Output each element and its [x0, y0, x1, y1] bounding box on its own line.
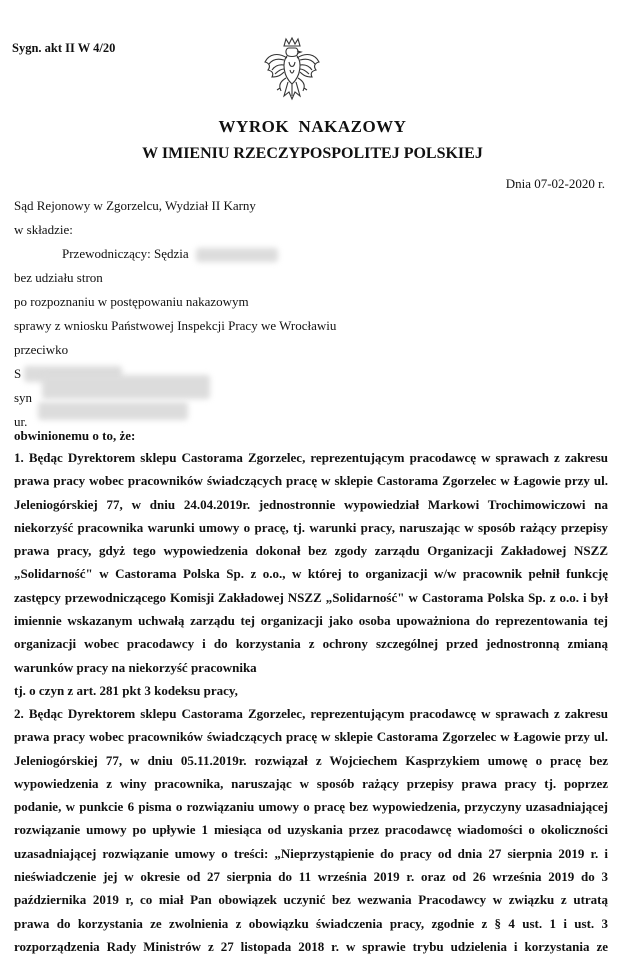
charge-2-line: rozwiązanie umowy po upływie 1 miesiąca od uzyskania przez pracodawcę wiadomości o okoliczności: [14, 822, 608, 838]
composition-label: w składzie:: [14, 222, 73, 237]
son-of-label: syn: [14, 390, 33, 405]
no-parties-note: bez udziału stron: [14, 270, 103, 285]
case-description: sprawy z wniosku Państwowej Inspekcji Pracy we Wrocławiu: [14, 318, 337, 333]
charge-1-line: prawa pracy wobec pracowników świadczących pracę w sklepie Castorama Zgorzelec w Łagowie przy ul.: [14, 473, 608, 489]
charge-1-line: „Solidarność" w Castorama Polska Sp. z o.o., w której to organizacji w/w pracownik pełnił funkcję: [14, 566, 608, 582]
accused-name-initial: S: [14, 366, 22, 381]
proceedings-note: po rozpoznaniu w postępowaniu nakazowym: [14, 294, 249, 309]
charge-1-line: zastępcy przewodniczącego Komisji Zakładowej NSZZ „Solidarność" w Castorama Polska Sp. z o.o. i był: [14, 589, 608, 605]
charge-1-line: 1. Będąc Dyrektorem sklepu Castorama Zgorzelec, reprezentującym pracodawcę w sprawach z zakresu: [14, 450, 608, 465]
charge-1-line: prawa pracy, gdyż tego wypowiedzenia dokonał bez zgody zarządu Organizacji Zakładowej NSZZ: [14, 543, 608, 559]
charge-2-line: Jeleniogórskiej 77, w dniu 05.11.2019r. rozwiązał z Wojciechem Kasprzykiem umowę o pracę bez: [14, 752, 608, 768]
charge-1-line: niekorzyść pracownika warunki umowy o pracę, tj. warunki pracy, naruszając w sposób rażący przepisy: [14, 519, 608, 535]
charge-2: [14, 702, 608, 958]
document-subtitle: W IMIENIU RZECZYPOSPOLITEJ POLSKIEJ: [142, 145, 483, 162]
against-label: przeciwko: [14, 342, 69, 357]
charge-2-line: października 2019 r, co miał Pan obowiązek uczynić bez wezwania Pracodawcy w związku z utratą: [14, 892, 608, 908]
charge-1-article: tj. o czyn z art. 281 pkt 3 kodeksu pracy,: [14, 682, 238, 698]
redacted-father-name: [42, 375, 210, 399]
charge-1: [14, 446, 608, 702]
court-name: Sąd Rejonowy w Zgorzelcu, Wydział II Karny: [14, 198, 256, 213]
polish-eagle-emblem-icon: [262, 36, 322, 102]
case-signature: Sygn. akt II W 4/20: [12, 41, 116, 55]
document-date: Dnia 07-02-2020 r.: [505, 176, 605, 191]
chair-judge: Przewodniczący: Sędzia: [62, 246, 189, 261]
charge-1-line: Jeleniogórskiej 77, w dniu 24.04.2019r. jednostronnie wypowiedział Markowi Trochimowiczowi na: [14, 496, 608, 512]
charge-2-line: 2. Będąc Dyrektorem sklepu Castorama Zgorzelec, reprezentującym pracodawcę w sprawach z zakresu: [14, 706, 608, 721]
charge-2-line: rozporządzenia Rady Ministrów z 27 listopada 2018 r. w sprawie trybu udzielenia i korzystania ze: [14, 938, 608, 954]
charge-2-line: podanie, w punkcie 6 pisma o rozwiązaniu umowy o pracę bez wypowiedzenia, przyczyny uzasadniającej: [14, 799, 608, 815]
charge-2-line: nieświadczenie jej w okresie od 27 sierpnia do 11 września 2019 r. oraz od 26 września 2019 do 3: [14, 869, 608, 885]
charge-2-line: prawa do korzystania ze zwolnienia z obowiązku świadczenia pracy, zgodnie z § 4 ust. 1 i ust. 3: [14, 915, 608, 931]
document-title: WYROK NAKAZOWY: [218, 117, 407, 136]
charge-2-line: prawa pracy wobec pracowników świadczących pracę w sklepie Castorama Zgorzelec w Łagowie przy ul.: [14, 729, 608, 745]
born-label: ur.: [14, 414, 28, 429]
charge-2-line: uzasadniającej rozwiązanie umowy o treści: „Nieprzystąpienie do pracy od dnia 27 sierpnia 2019 r. i: [14, 845, 608, 861]
redacted-judge-name: [196, 248, 278, 262]
redacted-birth-data: [38, 402, 188, 420]
charge-1-line: imiennie wskazanym uchwałą zarządu tej organizacji jako osoba upoważniona do reprezentowania tej: [14, 613, 608, 629]
accused-of-label: obwinionemu o to, że:: [14, 428, 136, 443]
charge-1-line: organizacji wobec pracodawcy i do korzystania z ochrony szczególnej przed jednostronną zmianą: [14, 636, 608, 652]
charge-1-line: warunków pracy na niekorzyść pracownika: [14, 659, 257, 675]
charge-2-line: wypowiedzenia z winy pracownika, naruszając w sposób rażący przepisy prawa pracy tj. poprzez: [14, 775, 608, 791]
